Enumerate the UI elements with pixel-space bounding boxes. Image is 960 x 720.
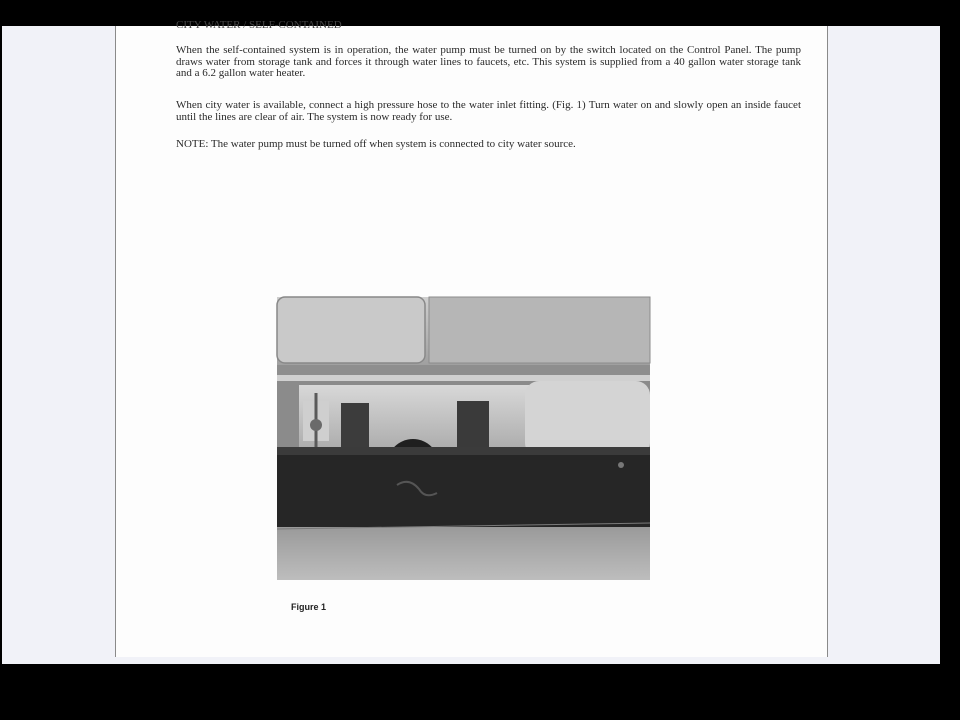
paragraph-city-water: When city water is available, connect a high pressure hose to the water inlet fitting. (Fig. 1) Turn water on and slowly open an inside faucet until the lines are clear of air. The system is now ready for use. <box>176 99 801 123</box>
bottom-bar <box>0 664 960 720</box>
cutoff-heading: CITY WATER / SELF-CONTAINED <box>176 19 342 31</box>
figure-photo <box>277 297 650 580</box>
document-page <box>115 19 828 657</box>
paragraph-note: NOTE: The water pump must be turned off when system is connected to city water source. <box>176 138 576 150</box>
paragraph-self-contained: When the self-contained system is in operation, the water pump must be turned on by the switch located on the Control Panel. The pump draws water from storage tank and forces it through water lines to faucets, etc. This system is supplied from a 40 gallon water storage tank and a 6.2 gallon water heater. <box>176 44 801 79</box>
figure-caption: Figure 1 <box>291 602 327 612</box>
